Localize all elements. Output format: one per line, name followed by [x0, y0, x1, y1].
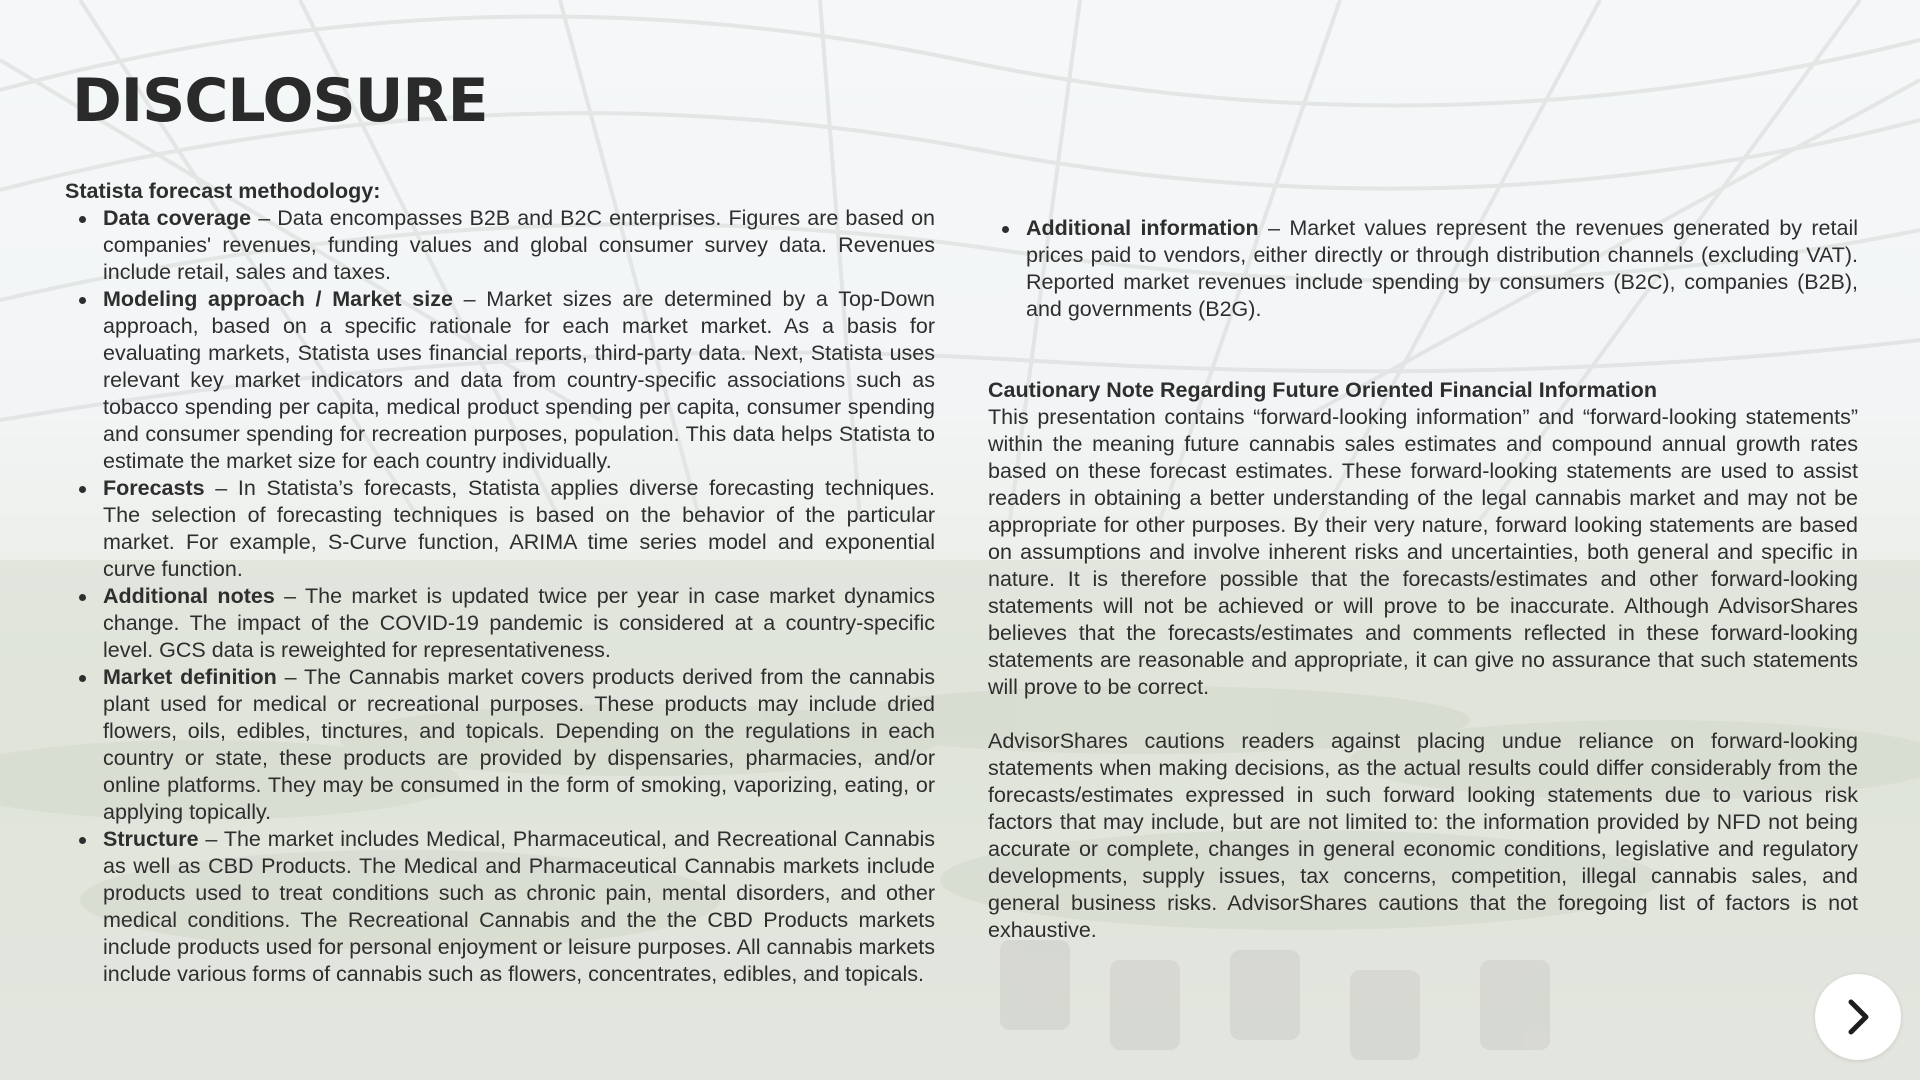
- page-title: DISCLOSURE: [72, 66, 488, 136]
- methodology-column: [65, 178, 935, 988]
- list-item-additional-information: [1026, 215, 1858, 323]
- bullet-icon: [79, 837, 86, 844]
- methodology-heading: Statista forecast methodology:: [65, 179, 381, 203]
- bullet-icon: [79, 486, 86, 493]
- list-item-market-definition: [103, 664, 935, 826]
- list-item-text: – The market is updated twice per year in case market dynamics change. The impact of the COVID-19 pandemic is considered at a country-specific level. GCS data is reweighted for representativeness.: [103, 584, 935, 662]
- list-item-text: – In Statista’s forecasts, Statista applies diverse forecasting techniques. The selection of forecasting techniques is based on the behavior of the particular market. For example, S-Curve function, ARIMA time series model and exponential curve function.: [103, 476, 935, 581]
- list-item-term: Additional notes: [103, 584, 275, 608]
- bullet-icon: [79, 594, 86, 601]
- list-item-text: – Data encompasses B2B and B2C enterprises. Figures are based on companies' revenues, funding values and global consumer survey data. Revenues include retail, sales and taxes.: [103, 206, 935, 284]
- next-slide-button[interactable]: [1815, 974, 1901, 1060]
- list-item-text: – Market sizes are determined by a Top-Down approach, based on a specific rationale for each market market. As a basis for evaluating markets, Statista uses financial reports, third-party data. Next, Statista uses relevant key market indicators and data from country-specific associations such as tobacco spending per capita, medical product spending per capita, consumer spending and consumer spending for recreation purposes, population. This data helps Statista to estimate the market size for each country individually.: [103, 287, 935, 473]
- cautionary-paragraph: AdvisorShares cautions readers against placing undue reliance on forward-looking statements when making decisions, as the actual results could differ considerably from the forecasts/estimates expressed in such forward looking statements due to various risk factors that may include, but are not limited to: the information provided by NFD not being accurate or complete, changes in general economic conditions, legislative and regulatory developments, supply issues, tax concerns, competition, illegal cannabis sales, and general business risks. AdvisorShares cautions that the foregoing list of factors is not exhaustive.: [988, 729, 1858, 942]
- list-item-text: – The market includes Medical, Pharmaceutical, and Recreational Cannabis as well as CBD Products. The Medical and Pharmaceutical Cannabis markets include products used to treat conditions such as chronic pain, mental disorders, and other medical conditions. The Recreational Cannabis and the the CBD Products markets include products used for personal enjoyment or leisure purposes. All cannabis markets include various forms of cannabis such as flowers, concentrates, edibles, and topicals.: [103, 827, 935, 986]
- list-item-forecasts: [103, 475, 935, 583]
- bullet-icon: [79, 216, 86, 223]
- bullet-icon: [79, 675, 86, 682]
- chevron-right-icon: [1838, 997, 1878, 1037]
- methodology-list: [65, 205, 935, 988]
- disclosure-column: [988, 215, 1858, 944]
- cautionary-note-heading: Cautionary Note Regarding Future Oriented Financial Information: [988, 378, 1657, 402]
- list-item-modeling-approach: [103, 286, 935, 475]
- bullet-icon: [79, 297, 86, 304]
- list-item-text: – Market values represent the revenues generated by retail prices paid to vendors, either directly or through distribution channels (excluding VAT). Reported market revenues include spending by consumers (B2C), companies (B2B), and governments (B2G).: [1026, 216, 1858, 321]
- list-item-term: Additional information: [1026, 216, 1259, 240]
- cautionary-note-section: [988, 377, 1858, 944]
- list-item-term: Market definition: [103, 665, 277, 689]
- list-item-additional-notes: [103, 583, 935, 664]
- list-item-term: Modeling approach / Market size: [103, 287, 453, 311]
- list-item-term: Structure: [103, 827, 199, 851]
- additional-info-list: [988, 215, 1858, 323]
- bullet-icon: [1002, 226, 1009, 233]
- list-item-data-coverage: [103, 205, 935, 286]
- list-item-term: Forecasts: [103, 476, 205, 500]
- cautionary-paragraph: This presentation contains “forward-looking information” and “forward-looking statements” within the meaning future cannabis sales estimates and compound annual growth rates based on these forecast estimates. These forward-looking statements are used to assist readers in obtaining a better understanding of the legal cannabis market and may not be appropriate for other purposes. By their very nature, forward looking statements are based on assumptions and involve inherent risks and uncertainties, both general and specific in nature. It is therefore possible that the forecasts/estimates and other forward-looking statements will not be achieved or will prove to be inaccurate. Although AdvisorShares believes that the forecasts/estimates and comments reflected in these forward-looking statements are reasonable and appropriate, it can give no assurance that such statements will prove to be correct.: [988, 405, 1858, 699]
- list-item-term: Data coverage: [103, 206, 252, 230]
- list-item-text: – The Cannabis market covers products derived from the cannabis plant used for medical or recreational purposes. These products may include dried flowers, oils, edibles, tinctures, and topicals. Depending on the regulations in each country or state, these products are provided by dispensaries, pharmacies, and/or online platforms. They may be consumed in the form of smoking, vaporizing, eating, or applying topically.: [103, 665, 936, 824]
- list-item-structure: [103, 826, 935, 988]
